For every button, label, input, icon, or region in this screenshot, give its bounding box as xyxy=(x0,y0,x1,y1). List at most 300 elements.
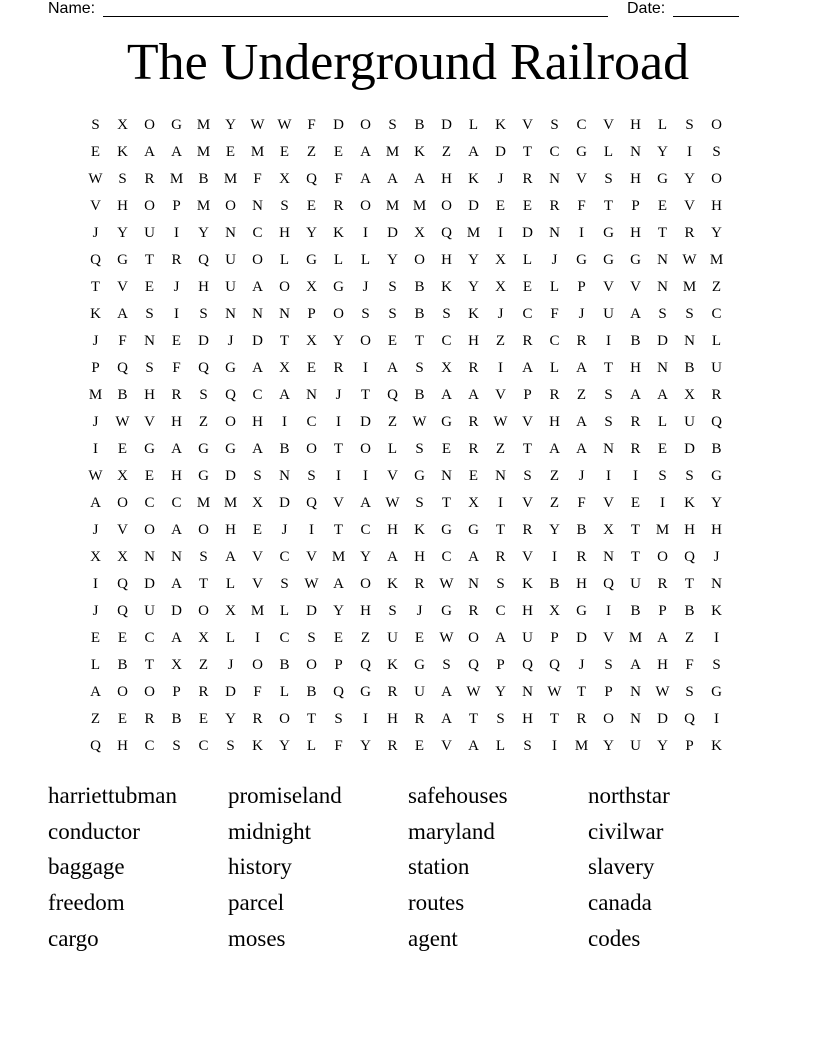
grid-cell: U xyxy=(711,360,722,376)
grid-cell: K xyxy=(711,603,722,619)
grid-cell: C xyxy=(441,549,452,565)
grid-cell: B xyxy=(684,603,695,619)
grid-cell: O xyxy=(360,441,371,457)
grid-cell: Y xyxy=(333,333,344,349)
grid-cell: Y xyxy=(711,495,722,511)
grid-cell: J xyxy=(497,171,504,187)
grid-cell: V xyxy=(630,279,641,295)
grid-cell: S xyxy=(442,657,451,673)
grid-cell: O xyxy=(144,117,155,133)
grid-cell: B xyxy=(414,306,425,322)
grid-cell: P xyxy=(172,684,181,700)
grid-cell: V xyxy=(306,549,317,565)
grid-cell: J xyxy=(362,279,369,295)
grid-cell: K xyxy=(522,576,533,592)
grid-cell: X xyxy=(468,495,479,511)
grid-cell: I xyxy=(363,225,368,241)
grid-cell: V xyxy=(333,495,344,511)
grid-cell: B xyxy=(306,684,317,700)
grid-cell: Z xyxy=(549,468,560,484)
grid-cell: J xyxy=(578,306,585,322)
grid-cell: Y xyxy=(198,225,209,241)
grid-cell: O xyxy=(360,198,371,214)
grid-cell: S xyxy=(253,468,262,484)
grid-cell: A xyxy=(171,522,182,538)
grid-cell: W xyxy=(412,414,427,430)
grid-cell: R xyxy=(144,171,155,187)
grid-cell: M xyxy=(385,144,400,160)
grid-cell: G xyxy=(306,252,317,268)
grid-cell: J xyxy=(416,603,423,619)
grid-cell: T xyxy=(603,360,614,376)
word-list-item: safehouses xyxy=(408,783,508,808)
grid-cell: J xyxy=(281,522,288,538)
grid-cell: X xyxy=(279,171,290,187)
grid-cell: L xyxy=(549,360,560,376)
word-list-item: codes xyxy=(588,925,641,951)
grid-cell: C xyxy=(711,306,722,322)
grid-cell: A xyxy=(414,171,425,187)
grid-row xyxy=(82,599,730,626)
grid-cell: F xyxy=(118,333,127,349)
grid-cell: A xyxy=(630,306,641,322)
grid-cell: K xyxy=(414,144,425,160)
word-list-item: history xyxy=(228,854,292,880)
grid-cell: K xyxy=(252,738,263,754)
grid-cell: S xyxy=(118,171,127,187)
grid-cell: Q xyxy=(117,576,128,592)
grid-cell: E xyxy=(522,279,533,295)
grid-cell: C xyxy=(576,117,587,133)
grid-cell: V xyxy=(117,279,128,295)
grid-cell: V xyxy=(522,495,533,511)
grid-cell: Z xyxy=(711,279,722,295)
grid-cell: I xyxy=(93,441,98,457)
grid-row xyxy=(82,410,730,437)
grid-cell: L xyxy=(90,657,101,673)
grid-cell: K xyxy=(468,306,479,322)
grid-cell: I xyxy=(714,711,719,727)
grid-cell: A xyxy=(171,144,182,160)
grid-cell: T xyxy=(144,657,155,673)
grid-cell: H xyxy=(630,117,641,133)
grid-cell: R xyxy=(522,333,533,349)
grid-cell: V xyxy=(603,630,614,646)
grid-cell: I xyxy=(336,468,341,484)
grid-cell: S xyxy=(604,657,613,673)
grid-cell: A xyxy=(144,144,155,160)
grid-cell: A xyxy=(387,360,398,376)
grid-cell: E xyxy=(252,522,263,538)
grid-cell: I xyxy=(363,711,368,727)
grid-cell: K xyxy=(387,576,398,592)
grid-cell: N xyxy=(306,387,317,403)
grid-cell: A xyxy=(333,576,344,592)
grid-cell: E xyxy=(333,144,344,160)
grid-row xyxy=(82,464,730,491)
grid-cell: F xyxy=(253,171,262,187)
word-list-item: civilwar xyxy=(588,818,664,844)
grid-row xyxy=(82,734,730,761)
grid-cell: T xyxy=(495,522,506,538)
header-line xyxy=(48,0,748,20)
grid-cell: J xyxy=(92,522,99,538)
grid-cell: A xyxy=(576,441,587,457)
word-list-item: agent xyxy=(408,925,458,951)
grid-cell: W xyxy=(88,468,103,484)
grid-cell: H xyxy=(711,522,722,538)
grid-cell: R xyxy=(630,441,641,457)
grid-cell: A xyxy=(117,306,128,322)
grid-cell: G xyxy=(225,360,236,376)
grid-cell: F xyxy=(334,738,343,754)
grid-cell: Z xyxy=(684,630,695,646)
grid-row xyxy=(82,518,730,545)
grid-cell: V xyxy=(144,414,155,430)
word-list-item: baggage xyxy=(48,854,125,880)
grid-cell: Q xyxy=(684,549,695,565)
grid-cell: E xyxy=(657,441,668,457)
grid-cell: O xyxy=(279,711,290,727)
grid-cell: T xyxy=(414,333,425,349)
grid-cell: P xyxy=(550,630,559,646)
grid-cell: I xyxy=(363,360,368,376)
grid-cell: Z xyxy=(549,495,560,511)
grid-cell: X xyxy=(252,495,263,511)
grid-cell: W xyxy=(439,576,454,592)
grid-cell: B xyxy=(198,171,209,187)
grid-cell: G xyxy=(225,441,236,457)
grid-cell: B xyxy=(117,657,128,673)
grid-cell: H xyxy=(576,576,587,592)
grid-cell: A xyxy=(630,657,641,673)
grid-cell: G xyxy=(441,414,452,430)
grid-cell: Q xyxy=(684,711,695,727)
grid-cell: X xyxy=(495,279,506,295)
grid-cell: C xyxy=(495,603,506,619)
grid-cell: O xyxy=(252,252,263,268)
grid-cell: F xyxy=(307,117,316,133)
grid-cell: A xyxy=(387,171,398,187)
grid-cell: G xyxy=(468,522,479,538)
grid-cell: O xyxy=(711,117,722,133)
grid-cell: E xyxy=(306,198,317,214)
grid-cell: L xyxy=(657,117,668,133)
word-list-item: midnight xyxy=(228,818,312,844)
grid-cell: R xyxy=(468,603,479,619)
grid-cell: A xyxy=(225,549,236,565)
grid-cell: T xyxy=(333,522,344,538)
grid-cell: G xyxy=(117,252,128,268)
grid-cell: P xyxy=(172,198,181,214)
grid-cell: Q xyxy=(549,657,560,673)
grid-cell: J xyxy=(227,333,234,349)
grid-cell: T xyxy=(522,441,533,457)
grid-cell: G xyxy=(414,468,425,484)
grid-cell: I xyxy=(606,333,611,349)
grid-cell: D xyxy=(333,117,344,133)
grid-cell: W xyxy=(466,684,481,700)
grid-cell: Z xyxy=(198,414,209,430)
grid-cell: Q xyxy=(468,657,479,673)
grid-cell: M xyxy=(385,198,400,214)
grid-row xyxy=(82,113,730,140)
grid-cell: C xyxy=(252,225,263,241)
grid-cell: J xyxy=(578,657,585,673)
grid-cell: X xyxy=(117,117,128,133)
grid-cell: E xyxy=(522,198,533,214)
grid-cell: S xyxy=(712,657,721,673)
grid-cell: Y xyxy=(387,252,398,268)
grid-cell: S xyxy=(523,468,532,484)
grid-cell: U xyxy=(630,738,641,754)
grid-cell: R xyxy=(711,387,722,403)
grid-cell: E xyxy=(90,630,101,646)
grid-cell: R xyxy=(144,711,155,727)
grid-cell: O xyxy=(144,198,155,214)
grid-cell: H xyxy=(387,522,398,538)
grid-cell: J xyxy=(92,333,99,349)
grid-cell: X xyxy=(225,603,236,619)
grid-cell: N xyxy=(549,225,560,241)
grid-cell: S xyxy=(199,549,208,565)
grid-cell: A xyxy=(441,684,452,700)
grid-cell: S xyxy=(199,387,208,403)
grid-cell: X xyxy=(441,360,452,376)
grid-cell: R xyxy=(171,252,182,268)
grid-cell: T xyxy=(657,225,668,241)
grid-cell: P xyxy=(496,657,505,673)
grid-cell: U xyxy=(603,306,614,322)
grid-cell: G xyxy=(576,252,587,268)
grid-cell: S xyxy=(685,468,694,484)
grid-cell: X xyxy=(306,279,317,295)
name-blank-line xyxy=(103,16,608,17)
grid-cell: L xyxy=(603,144,614,160)
grid-cell: H xyxy=(657,657,668,673)
grid-cell: Y xyxy=(468,279,479,295)
grid-cell: N xyxy=(279,468,290,484)
grid-cell: I xyxy=(552,738,557,754)
grid-cell: B xyxy=(630,603,641,619)
grid-cell: V xyxy=(441,738,452,754)
grid-cell: J xyxy=(335,387,342,403)
grid-cell: D xyxy=(576,630,587,646)
grid-cell: N xyxy=(657,279,668,295)
grid-cell: L xyxy=(225,630,236,646)
grid-cell: Q xyxy=(441,225,452,241)
grid-cell: O xyxy=(306,441,317,457)
grid-cell: E xyxy=(279,144,290,160)
grid-cell: N xyxy=(657,252,668,268)
grid-cell: R xyxy=(549,198,560,214)
grid-cell: N xyxy=(441,468,452,484)
grid-cell: K xyxy=(684,495,695,511)
grid-cell: V xyxy=(252,549,263,565)
grid-cell: I xyxy=(363,468,368,484)
grid-cell: I xyxy=(282,414,287,430)
grid-cell: I xyxy=(336,414,341,430)
grid-cell: Y xyxy=(549,522,560,538)
grid-cell: E xyxy=(630,495,641,511)
grid-cell: E xyxy=(225,144,236,160)
grid-cell: K xyxy=(441,279,452,295)
grid-cell: S xyxy=(604,387,613,403)
grid-cell: W xyxy=(682,252,697,268)
grid-cell: H xyxy=(225,522,236,538)
grid-cell: Z xyxy=(495,441,506,457)
grid-cell: Y xyxy=(306,225,317,241)
grid-cell: B xyxy=(576,522,587,538)
grid-row xyxy=(82,707,730,734)
grid-cell: S xyxy=(658,468,667,484)
grid-cell: H xyxy=(360,603,371,619)
grid-cell: U xyxy=(522,630,533,646)
grid-cell: A xyxy=(657,387,668,403)
grid-cell: E xyxy=(117,630,128,646)
grid-row xyxy=(82,167,730,194)
grid-cell: R xyxy=(630,414,641,430)
grid-cell: S xyxy=(172,738,181,754)
grid-cell: D xyxy=(279,495,290,511)
grid-row xyxy=(82,626,730,653)
grid-cell: Q xyxy=(387,387,398,403)
grid-cell: E xyxy=(144,279,155,295)
grid-cell: A xyxy=(252,441,263,457)
grid-row xyxy=(82,356,730,383)
grid-cell: A xyxy=(576,360,587,376)
grid-cell: O xyxy=(144,522,155,538)
grid-cell: Q xyxy=(198,252,209,268)
grid-cell: A xyxy=(360,144,371,160)
grid-cell: Q xyxy=(333,684,344,700)
grid-cell: K xyxy=(495,117,506,133)
grid-cell: E xyxy=(117,441,128,457)
grid-cell: F xyxy=(577,198,586,214)
grid-cell: S xyxy=(496,576,505,592)
grid-cell: R xyxy=(387,738,398,754)
grid-cell: Y xyxy=(360,549,371,565)
grid-cell: X xyxy=(90,549,101,565)
grid-cell: I xyxy=(714,630,719,646)
grid-cell: U xyxy=(225,279,236,295)
grid-cell: R xyxy=(576,549,587,565)
grid-cell: I xyxy=(660,495,665,511)
grid-cell: S xyxy=(550,117,559,133)
grid-cell: A xyxy=(522,360,533,376)
grid-cell: B xyxy=(117,387,128,403)
grid-cell: N xyxy=(630,144,641,160)
grid-cell: S xyxy=(442,306,451,322)
grid-cell: E xyxy=(90,144,101,160)
grid-cell: O xyxy=(117,495,128,511)
grid-cell: L xyxy=(360,252,371,268)
grid-cell: Y xyxy=(117,225,128,241)
grid-cell: V xyxy=(603,117,614,133)
grid-cell: J xyxy=(551,252,558,268)
grid-cell: A xyxy=(90,495,101,511)
grid-cell: V xyxy=(684,198,695,214)
grid-cell: Z xyxy=(198,657,209,673)
grid-cell: Y xyxy=(684,171,695,187)
grid-cell: H xyxy=(279,225,290,241)
grid-cell: I xyxy=(687,144,692,160)
grid-cell: A xyxy=(576,414,587,430)
grid-cell: D xyxy=(387,225,398,241)
grid-row xyxy=(82,680,730,707)
grid-cell: L xyxy=(306,738,317,754)
grid-cell: M xyxy=(196,117,211,133)
grid-cell: S xyxy=(415,360,424,376)
grid-cell: A xyxy=(468,144,479,160)
grid-cell: O xyxy=(144,684,155,700)
grid-cell: P xyxy=(604,684,613,700)
grid-cell: P xyxy=(91,360,100,376)
grid-cell: U xyxy=(414,684,425,700)
grid-cell: O xyxy=(603,711,614,727)
grid-cell: N xyxy=(279,306,290,322)
grid-cell: N xyxy=(171,549,182,565)
grid-cell: A xyxy=(468,549,479,565)
grid-cell: H xyxy=(171,468,182,484)
grid-cell: N xyxy=(225,225,236,241)
grid-cell: I xyxy=(633,468,638,484)
word-list-item: moses xyxy=(228,925,286,951)
grid-cell: E xyxy=(468,468,479,484)
grid-cell: Y xyxy=(711,225,722,241)
grid-cell: S xyxy=(415,495,424,511)
grid-cell: O xyxy=(225,414,236,430)
grid-cell: H xyxy=(198,279,209,295)
grid-cell: G xyxy=(603,252,614,268)
grid-cell: N xyxy=(549,171,560,187)
grid-cell: S xyxy=(280,198,289,214)
grid-cell: B xyxy=(414,279,425,295)
grid-cell: G xyxy=(198,468,209,484)
grid-cell: R xyxy=(333,198,344,214)
letter-grid xyxy=(82,113,730,761)
grid-cell: H xyxy=(684,522,695,538)
grid-cell: T xyxy=(684,576,695,592)
grid-cell: Z xyxy=(90,711,101,727)
grid-cell: I xyxy=(498,225,503,241)
grid-cell: O xyxy=(333,306,344,322)
grid-cell: T xyxy=(468,711,479,727)
grid-cell: P xyxy=(307,306,316,322)
grid-cell: Y xyxy=(468,252,479,268)
grid-cell: H xyxy=(171,414,182,430)
grid-cell: O xyxy=(441,198,452,214)
grid-cell: X xyxy=(549,603,560,619)
grid-cell: H xyxy=(117,198,128,214)
grid-cell: L xyxy=(657,414,668,430)
grid-cell: C xyxy=(306,414,317,430)
grid-cell: X xyxy=(603,522,614,538)
grid-cell: M xyxy=(709,252,724,268)
grid-cell: I xyxy=(174,225,179,241)
grid-cell: J xyxy=(92,225,99,241)
grid-cell: J xyxy=(92,603,99,619)
grid-cell: S xyxy=(91,117,100,133)
grid-cell: I xyxy=(309,522,314,538)
grid-cell: V xyxy=(495,387,506,403)
grid-cell: E xyxy=(495,198,506,214)
grid-cell: Y xyxy=(360,738,371,754)
grid-cell: V xyxy=(90,198,101,214)
grid-cell: Z xyxy=(495,333,506,349)
grid-cell: G xyxy=(576,144,587,160)
grid-cell: G xyxy=(171,117,182,133)
